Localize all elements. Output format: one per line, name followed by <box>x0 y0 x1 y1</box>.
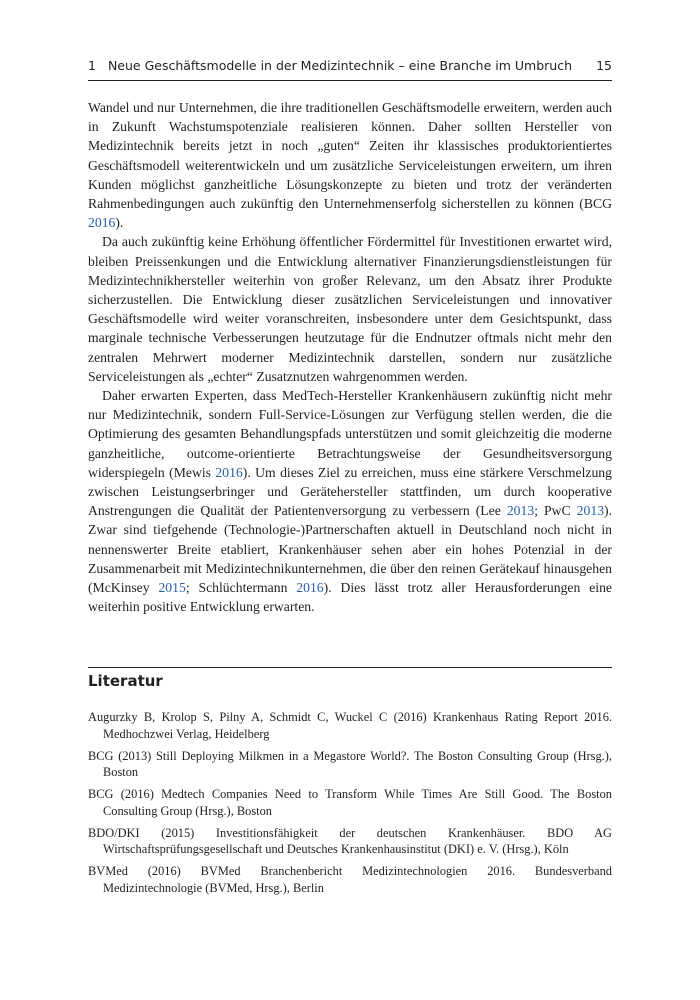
reference-item: BDO/DKI (2015) Investitionsfähigkeit der deutschen Krankenhäuser. BDO AG Wirtschaftsprüfungsgesellschaft und Deutsches Krankenhausinstitut (DKI) e. V. (Hrsg.), Köln <box>88 825 612 856</box>
chapter-number: 1 <box>88 58 96 73</box>
citation-link[interactable]: 2016 <box>88 215 116 231</box>
paragraph-2: Da auch zukünftig keine Erhöhung öffentlicher Fördermittel für Investitionen erwartet wird, bleiben Preissenkungen und die Entwicklung alternativer Finanzierungsdienstleistungen für Medizintechnikhersteller weiterhin von großer Relevanz, um den Absatz ihrer Produkte sicherzustellen. Die Entwicklung dieser zusätzlichen Serviceleistungen und innovativer Geschäftsmodelle wird weiter voranschreiten, insbesondere unter dem Gesichtspunkt, dass marginale technische Verbesserungen heutzutage für die Endnutzer oftmals nicht mehr den zentralen Mehrwert moderner Medizintechnik darstellen, sondern nur zusätzliche Serviceleistungen als „echter“ Zusatznutzen wahrgenommen werden. <box>88 234 612 384</box>
citation-link[interactable]: 2016 <box>296 580 324 596</box>
reference-item: Augurzky B, Krolop S, Pilny A, Schmidt C, Wuckel C (2016) Krankenhaus Rating Report 2016. Medhochzwei Verlag, Heidelberg <box>88 710 612 741</box>
body-text <box>88 98 612 616</box>
running-head <box>88 58 612 73</box>
reference-item: BCG (2013) Still Deploying Milkmen in a Megastore World?. The Boston Consulting Group (Hrsg.), Boston <box>88 748 612 779</box>
citation-link[interactable]: 2016 <box>215 464 243 480</box>
literature-rule <box>88 667 612 668</box>
running-head-left <box>88 58 572 73</box>
page-number: 15 <box>596 58 612 73</box>
literature-heading: Literatur <box>88 672 163 690</box>
chapter-title: Neue Geschäftsmodelle in der Medizintechnik – eine Branche im Umbruch <box>107 58 572 73</box>
citation-link[interactable]: 2013 <box>576 503 605 519</box>
reference-item: BCG (2016) Medtech Companies Need to Transform While Times Are Still Good. The Boston Consulting Group (Hrsg.), Boston <box>88 787 612 818</box>
paragraph-3: Daher erwarten Experten, dass MedTech-Hersteller Krankenhäusern zukünftig nicht mehr nur Medizintechnik, sondern Full-Service-Lösungen zur Verfügung stellen werden, die die Optimierung des gesamten Behandlungspfads unterstützen und somit gleichzeitig die moderne ganzheitliche, outcome-orientierte Betrachtungsweise der Gesundheitsversorgung widerspiegeln (Mewis 2016). Um dieses Ziel zu erreichen, muss eine stärkere Verschmelzung zwischen Leistungserbringer und Gerätehersteller stattfinden, um durch kooperative Anstrengungen die Qualität der Patientenversorgung zu verbessern (Lee 2013; PwC 2013). Zwar sind tiefgehende (Technologie-)Partnerschaften aktuell in Deutschland noch nicht in nennenswerter Breite etabliert, Krankenhäuser sehen aber ein hohes Potenzial in der Zusammenarbeit mit Medizintechnikunternehmen, die über den reinen Gerätekauf hinausgehen (McKinsey 2015; Schlüchtermann 2016). Dies lässt trotz aller Herausforderungen eine weiterhin positive Entwicklung erwarten. <box>88 388 613 615</box>
paragraph-1: Wandel und nur Unternehmen, die ihre traditionellen Geschäftsmodelle erweitern, werden auch in Zukunft Wachstumspotenziale realisieren können. Daher sollten Hersteller von Medizintechnik bereits jetzt in noch „guten“ Zeiten ihr klassisches produktorientiertes Geschäftsmodell weiterentwickeln und um zusätzliche Serviceleistungen erweitern, um ihren Kunden möglichst ganzheitliche Lösungskonzepte zu bieten und trotz der veränderten Rahmenbedingungen auch zukünftig den Unternehmenserfolg sicherstellen zu können (BCG 2016). <box>88 100 612 231</box>
reference-item: BVMed (2016) BVMed Branchenbericht Medizintechnologien 2016. Bundesverband Medizintechnologie (BVMed, Hrsg.), Berlin <box>88 864 612 895</box>
header-rule <box>88 80 612 81</box>
reference-list <box>88 709 612 902</box>
citation-link[interactable]: 2015 <box>158 580 186 596</box>
citation-link[interactable]: 2013 <box>506 503 535 519</box>
